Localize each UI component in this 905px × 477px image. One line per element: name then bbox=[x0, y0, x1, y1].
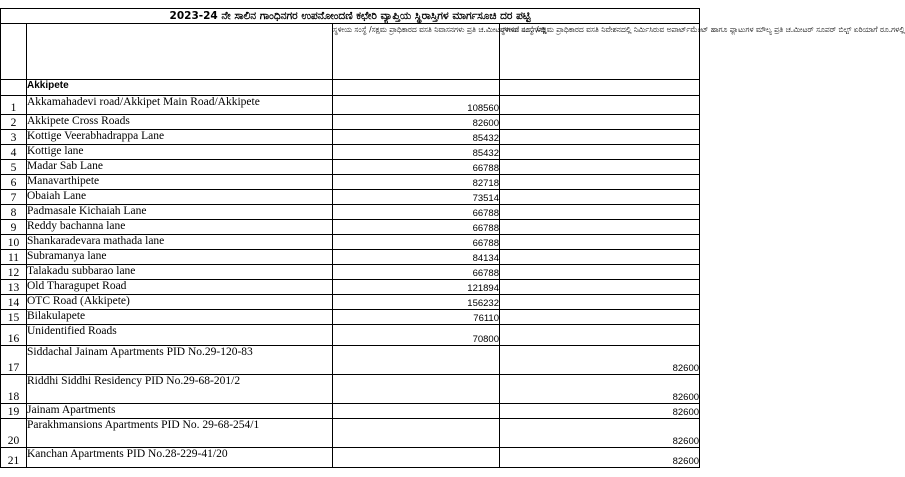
row-number: 3 bbox=[1, 130, 27, 145]
row-number: 18 bbox=[1, 375, 27, 404]
road-name: Riddhi Siddhi Residency PID No.29-68-201/2 bbox=[27, 375, 333, 404]
row-number: 1 bbox=[1, 96, 27, 115]
row-number: 6 bbox=[1, 175, 27, 190]
site-rate-value bbox=[333, 346, 500, 375]
apartment-rate-value bbox=[500, 325, 700, 346]
row-number: 16 bbox=[1, 325, 27, 346]
row-number: 14 bbox=[1, 295, 27, 310]
road-name: Padmasale Kichaiah Lane bbox=[27, 205, 333, 220]
header-blank-name bbox=[27, 24, 333, 80]
road-name: Bilakulapete bbox=[27, 310, 333, 325]
row-number: 12 bbox=[1, 265, 27, 280]
apartment-rate-value bbox=[500, 280, 700, 295]
site-rate-value: 82600 bbox=[333, 115, 500, 130]
site-rate-value: 84134 bbox=[333, 250, 500, 265]
row-number: 7 bbox=[1, 190, 27, 205]
road-name: Manavarthipete bbox=[27, 175, 333, 190]
table-row bbox=[1, 175, 700, 190]
row-number: 10 bbox=[1, 235, 27, 250]
table-title: 2023-24 ನೇ ಸಾಲಿನ ಗಾಂಧಿನಗರ ಉಪನೋಂದಣಿ ಕಛೇರಿ ವ್ಯಾಪ್ತಿಯ ಸ್ಥಿರಾಸ್ತಿಗಳ ಮಾರ್ಗಸೂಚಿ ದರ ಪಟ್ಟಿ bbox=[1, 9, 700, 24]
header-blank-no bbox=[1, 24, 27, 80]
road-name: Obaiah Lane bbox=[27, 190, 333, 205]
table-row bbox=[1, 96, 700, 115]
apartment-rate-value: 82600 bbox=[500, 346, 700, 375]
apartment-rate-value bbox=[500, 160, 700, 175]
road-name: Old Tharagupet Road bbox=[27, 280, 333, 295]
section-row bbox=[1, 80, 700, 96]
apartment-rate-value bbox=[500, 145, 700, 160]
table-row bbox=[1, 235, 700, 250]
site-rate-value: 121894 bbox=[333, 280, 500, 295]
row-number: 8 bbox=[1, 205, 27, 220]
site-rate-value: 66788 bbox=[333, 205, 500, 220]
table-row bbox=[1, 404, 700, 419]
site-rate-value: 76110 bbox=[333, 310, 500, 325]
section-apt-blank bbox=[500, 80, 700, 96]
road-name: Reddy bachanna lane bbox=[27, 220, 333, 235]
apartment-rate-value bbox=[500, 96, 700, 115]
site-rate-value: 85432 bbox=[333, 130, 500, 145]
site-rate-value: 82718 bbox=[333, 175, 500, 190]
apartment-rate-value bbox=[500, 205, 700, 220]
road-name: Subramanya lane bbox=[27, 250, 333, 265]
apartment-rate-value bbox=[500, 220, 700, 235]
table-row bbox=[1, 250, 700, 265]
road-name: Akkamahadevi road/Akkipet Main Road/Akkipete bbox=[27, 96, 333, 115]
table-row bbox=[1, 145, 700, 160]
row-number: 21 bbox=[1, 448, 27, 468]
table-row bbox=[1, 130, 700, 145]
apartment-rate-value: 82600 bbox=[500, 404, 700, 419]
table-row bbox=[1, 220, 700, 235]
site-rate-value: 156232 bbox=[333, 295, 500, 310]
site-rate-value: 66788 bbox=[333, 265, 500, 280]
row-number: 13 bbox=[1, 280, 27, 295]
apartment-rate-value bbox=[500, 190, 700, 205]
road-name: Kottige lane bbox=[27, 145, 333, 160]
row-number: 11 bbox=[1, 250, 27, 265]
road-name: Madar Sab Lane bbox=[27, 160, 333, 175]
row-number: 19 bbox=[1, 404, 27, 419]
section-no-blank bbox=[1, 80, 27, 96]
site-rate-value: 108560 bbox=[333, 96, 500, 115]
row-number: 4 bbox=[1, 145, 27, 160]
header-row bbox=[1, 24, 700, 80]
row-number: 5 bbox=[1, 160, 27, 175]
site-rate-value: 66788 bbox=[333, 235, 500, 250]
road-name: Shankaradevara mathada lane bbox=[27, 235, 333, 250]
row-number: 15 bbox=[1, 310, 27, 325]
site-rate-value bbox=[333, 404, 500, 419]
table-row bbox=[1, 419, 700, 448]
apartment-rate-value: 82600 bbox=[500, 419, 700, 448]
site-rate-value bbox=[333, 375, 500, 404]
apartment-rate-value bbox=[500, 175, 700, 190]
road-name: Kanchan Apartments PID No.28-229-41/20 bbox=[27, 448, 333, 468]
table-row bbox=[1, 265, 700, 280]
apartment-rate-value bbox=[500, 295, 700, 310]
row-number: 17 bbox=[1, 346, 27, 375]
table-row bbox=[1, 375, 700, 404]
header-apartment-rate: ಸ್ಥಳೀಯ ಸಂಸ್ಥೆ /ಸಕ್ಷಮ ಪ್ರಾಧಿಕಾರದ ವಸತಿ ನಿವೇಶನದಲ್ಲಿ ನಿರ್ಮಿಸಿರುವ ಅಪಾರ್ಟ್‌ಮೆಂಟ್ ಹಾಗೂ ಫ್ಲಾಟುಗಳ ಮೌಲ್ಯ ಪ್ರತಿ ಚ.ಮೀಟರ್ ಸೂಪರ್ ಬಿಲ್ಟ್ ಏರಿಯಾಗೆ ರೂ.ಗಳಲ್ಲಿ bbox=[500, 24, 700, 80]
apartment-rate-value bbox=[500, 265, 700, 280]
road-name: Unidentified Roads bbox=[27, 325, 333, 346]
table-row bbox=[1, 310, 700, 325]
title-row bbox=[1, 9, 700, 24]
table-row bbox=[1, 190, 700, 205]
table-row bbox=[1, 295, 700, 310]
guidance-value-table bbox=[0, 8, 905, 468]
table-row bbox=[1, 448, 700, 468]
section-heading: Akkipete bbox=[27, 80, 333, 96]
table-row bbox=[1, 160, 700, 175]
apartment-rate-value bbox=[500, 130, 700, 145]
header-site-rate: ಸ್ಥಳೀಯ ಸಂಸ್ಥೆ /ಸಕ್ಷಮ ಪ್ರಾಧಿಕಾರದ ವಸತಿ ನಿವಾಸನಗಳು ಪ್ರತಿ ಚ.ಮೀಟರ್‌ಗಳಿಗೆ ರೂ.ಗಳಲ್ಲಿ bbox=[333, 24, 500, 80]
apartment-rate-value bbox=[500, 235, 700, 250]
row-number: 20 bbox=[1, 419, 27, 448]
table-row bbox=[1, 346, 700, 375]
road-name: Talakadu subbarao lane bbox=[27, 265, 333, 280]
site-rate-value: 73514 bbox=[333, 190, 500, 205]
apartment-rate-value bbox=[500, 115, 700, 130]
section-site-blank bbox=[333, 80, 500, 96]
table-row bbox=[1, 325, 700, 346]
road-name: OTC Road (Akkipete) bbox=[27, 295, 333, 310]
road-name: Kottige Veerabhadrappa Lane bbox=[27, 130, 333, 145]
site-rate-value: 70800 bbox=[333, 325, 500, 346]
apartment-rate-value: 82600 bbox=[500, 448, 700, 468]
road-name: Siddachal Jainam Apartments PID No.29-120-83 bbox=[27, 346, 333, 375]
apartment-rate-value bbox=[500, 250, 700, 265]
road-name: Parakhmansions Apartments PID No. 29-68-254/1 bbox=[27, 419, 333, 448]
site-rate-value: 66788 bbox=[333, 160, 500, 175]
road-name: Akkipete Cross Roads bbox=[27, 115, 333, 130]
road-name: Jainam Apartments bbox=[27, 404, 333, 419]
site-rate-value: 85432 bbox=[333, 145, 500, 160]
site-rate-value: 66788 bbox=[333, 220, 500, 235]
table-row bbox=[1, 115, 700, 130]
table-row bbox=[1, 280, 700, 295]
row-number: 9 bbox=[1, 220, 27, 235]
row-number: 2 bbox=[1, 115, 27, 130]
site-rate-value bbox=[333, 448, 500, 468]
apartment-rate-value bbox=[500, 310, 700, 325]
table-row bbox=[1, 205, 700, 220]
apartment-rate-value: 82600 bbox=[500, 375, 700, 404]
site-rate-value bbox=[333, 419, 500, 448]
